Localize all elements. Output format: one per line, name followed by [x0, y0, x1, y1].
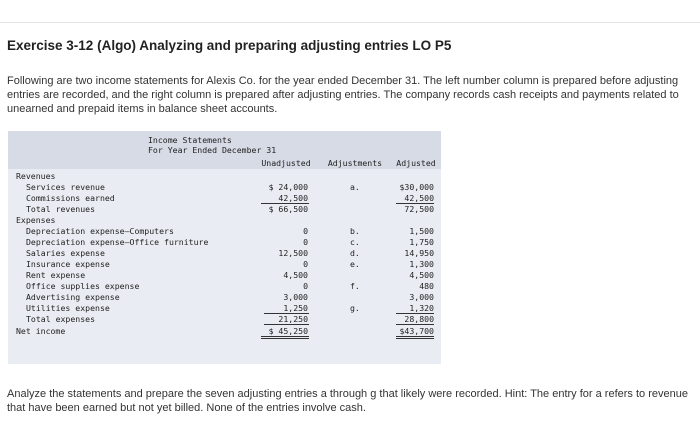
col-header-adjustments: Adjustments — [327, 158, 383, 168]
adjusted-value: 14,950 — [404, 248, 434, 258]
adjusted-value: 1,750 — [409, 237, 434, 247]
unadjusted-value: 0 — [303, 281, 308, 291]
income-statements-table — [8, 131, 441, 364]
subtotal-underline — [264, 324, 309, 325]
unadjusted-value: $ 24,000 — [268, 182, 308, 192]
adjustment-letter: g. — [350, 303, 360, 313]
row-label: Utilities expense — [26, 303, 110, 313]
adjustment-letter: e. — [350, 259, 360, 269]
adjusted-value: 1,300 — [409, 259, 434, 269]
subtotal-underline — [396, 324, 434, 325]
unadjusted-value: 12,500 — [278, 248, 308, 258]
adjusted-value: 3,000 — [409, 292, 434, 302]
total-double-underline — [261, 336, 309, 337]
expenses-heading: Expenses — [16, 215, 56, 225]
unadjusted-value: 3,000 — [283, 292, 308, 302]
unadjusted-value: 0 — [303, 237, 308, 247]
unadjusted-value: 21,250 — [278, 314, 308, 324]
adjustment-letter: b. — [350, 226, 360, 236]
adjustment-letter: d. — [350, 248, 360, 258]
col-header-adjusted: Adjusted — [396, 158, 436, 168]
top-divider — [0, 22, 700, 23]
row-label: Total revenues — [26, 204, 96, 214]
adjusted-value: 1,500 — [409, 226, 434, 236]
exercise-title: Exercise 3-12 (Algo) Analyzing and preparing adjusting entries LO P5 — [7, 38, 452, 53]
adjustment-letter: a. — [350, 182, 360, 192]
instruction-paragraph: Analyze the statements and prepare the seven adjusting entries a through g that likely were recorded. Hint: The entry for a refers to revenue that have been earned but not yet billed. None of the entries involve cash. — [7, 388, 688, 414]
total-double-underline — [396, 338, 434, 339]
row-label: Office supplies expense — [26, 281, 140, 291]
unadjusted-value: 1,250 — [283, 303, 308, 313]
adjusted-value: 72,500 — [404, 204, 434, 214]
row-label: Depreciation expense—Office furniture — [26, 237, 209, 247]
row-label: Services revenue — [26, 182, 105, 192]
unadjusted-value: 0 — [303, 259, 308, 269]
unadjusted-net-income: $ 45,250 — [268, 326, 308, 336]
adjusted-value: 480 — [419, 281, 434, 291]
unadjusted-value: 42,500 — [278, 193, 308, 203]
adjusted-value: $30,000 — [399, 182, 434, 192]
adjusted-net-income: $43,700 — [399, 326, 434, 336]
row-label: Insurance expense — [26, 259, 110, 269]
adjusted-value: 42,500 — [404, 193, 434, 203]
intro-paragraph: Following are two income statements for Alexis Co. for the year ended December 31. The left number column is prepared before adjusting entries are recorded, and the right column is prepared after adjusting entries. The company records cash receipts and payments related to unearned and prepaid items in balance sheet accounts. — [7, 75, 679, 115]
total-double-underline — [396, 336, 434, 337]
row-label: Salaries expense — [26, 248, 105, 258]
row-label: Advertising expense — [26, 292, 120, 302]
row-label: Rent expense — [26, 270, 86, 280]
col-header-unadjusted: Unadjusted — [261, 158, 311, 168]
row-label: Commissions earned — [26, 193, 115, 203]
adjusted-value: 4,500 — [409, 270, 434, 280]
statement-title: Income Statements — [148, 135, 232, 145]
total-double-underline — [261, 338, 309, 339]
statement-period: For Year Ended December 31 — [148, 145, 277, 155]
unadjusted-value: $ 66,500 — [268, 204, 308, 214]
adjustment-letter: f. — [350, 281, 360, 291]
revenues-heading: Revenues — [16, 171, 56, 181]
adjusted-value: 28,800 — [404, 314, 434, 324]
unadjusted-value: 0 — [303, 226, 308, 236]
unadjusted-value: 4,500 — [283, 270, 308, 280]
net-income-label: Net income — [16, 326, 66, 336]
adjustment-letter: c. — [350, 237, 360, 247]
row-label: Depreciation expense—Computers — [26, 226, 174, 236]
adjusted-value: 1,320 — [409, 303, 434, 313]
row-label: Total expenses — [26, 314, 96, 324]
